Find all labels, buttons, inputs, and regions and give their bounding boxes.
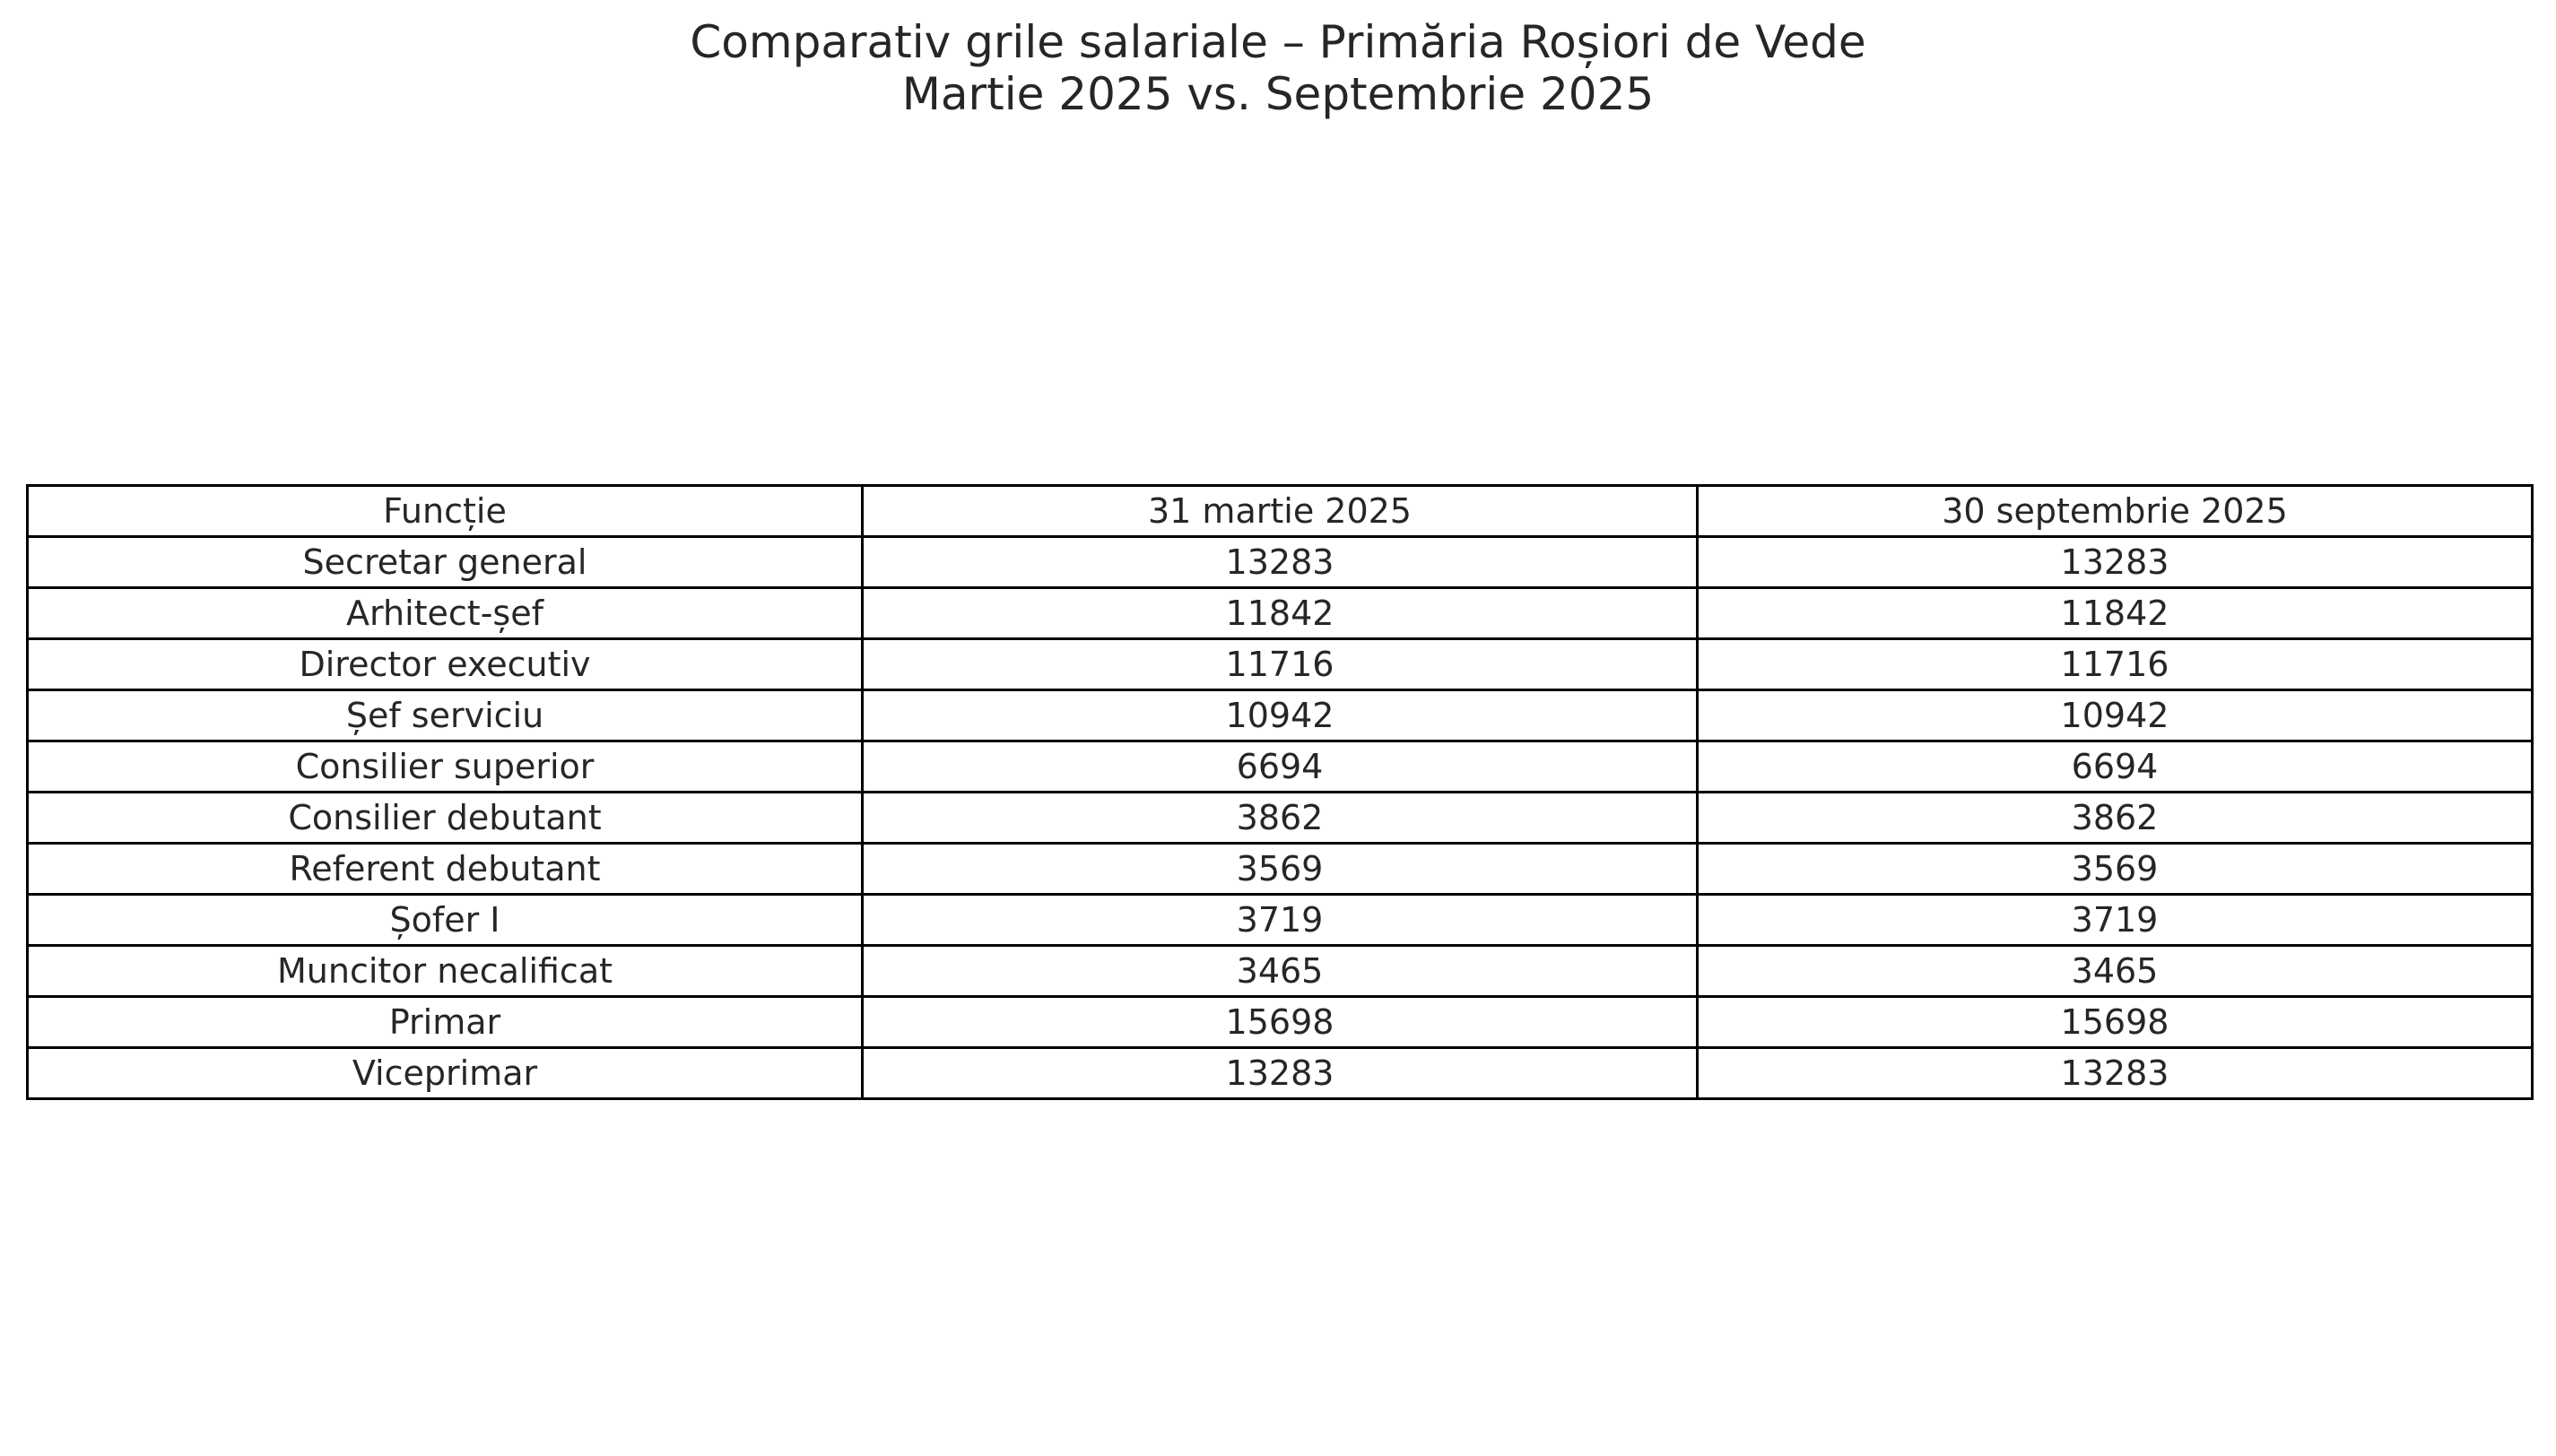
cell-functie: Director executiv (28, 639, 863, 690)
cell-martie-2025: 11842 (863, 588, 1698, 639)
cell-septembrie-2025: 15698 (1698, 997, 2533, 1048)
table-body (28, 537, 2533, 1099)
cell-martie-2025: 6694 (863, 741, 1698, 793)
table-row (28, 997, 2533, 1048)
table-row (28, 793, 2533, 844)
cell-martie-2025: 10942 (863, 690, 1698, 741)
table-header-row (28, 486, 2533, 537)
cell-functie: Șef serviciu (28, 690, 863, 741)
table-row (28, 844, 2533, 895)
cell-septembrie-2025: 3465 (1698, 946, 2533, 997)
cell-functie: Referent debutant (28, 844, 863, 895)
cell-functie: Consilier debutant (28, 793, 863, 844)
cell-septembrie-2025: 11716 (1698, 639, 2533, 690)
cell-functie: Primar (28, 997, 863, 1048)
cell-martie-2025: 13283 (863, 537, 1698, 588)
table-row (28, 537, 2533, 588)
cell-functie: Muncitor necalificat (28, 946, 863, 997)
cell-martie-2025: 3465 (863, 946, 1698, 997)
cell-septembrie-2025: 3719 (1698, 895, 2533, 946)
cell-septembrie-2025: 3569 (1698, 844, 2533, 895)
cell-septembrie-2025: 13283 (1698, 537, 2533, 588)
cell-functie: Secretar general (28, 537, 863, 588)
table-row (28, 741, 2533, 793)
table-row (28, 946, 2533, 997)
cell-martie-2025: 15698 (863, 997, 1698, 1048)
cell-functie: Arhitect-șef (28, 588, 863, 639)
table-row (28, 639, 2533, 690)
chart-title-line-2: Martie 2025 vs. Septembrie 2025 (901, 68, 1655, 120)
chart-title (0, 16, 2556, 120)
column-header-functie: Funcție (28, 486, 863, 537)
cell-martie-2025: 3862 (863, 793, 1698, 844)
cell-septembrie-2025: 10942 (1698, 690, 2533, 741)
cell-martie-2025: 3569 (863, 844, 1698, 895)
cell-septembrie-2025: 13283 (1698, 1048, 2533, 1099)
table-row (28, 690, 2533, 741)
cell-martie-2025: 13283 (863, 1048, 1698, 1099)
table-row (28, 1048, 2533, 1099)
cell-functie: Șofer I (28, 895, 863, 946)
cell-septembrie-2025: 11842 (1698, 588, 2533, 639)
table-row (28, 588, 2533, 639)
salary-comparison-table-container (26, 484, 2532, 1100)
salary-comparison-table (26, 484, 2534, 1100)
cell-martie-2025: 11716 (863, 639, 1698, 690)
column-header-martie: 31 martie 2025 (863, 486, 1698, 537)
cell-septembrie-2025: 3862 (1698, 793, 2533, 844)
chart-title-line-1: Comparativ grile salariale – Primăria Roșiori de Vede (690, 16, 1866, 68)
cell-martie-2025: 3719 (863, 895, 1698, 946)
cell-septembrie-2025: 6694 (1698, 741, 2533, 793)
cell-functie: Viceprimar (28, 1048, 863, 1099)
table-row (28, 895, 2533, 946)
column-header-septembrie: 30 septembrie 2025 (1698, 486, 2533, 537)
cell-functie: Consilier superior (28, 741, 863, 793)
